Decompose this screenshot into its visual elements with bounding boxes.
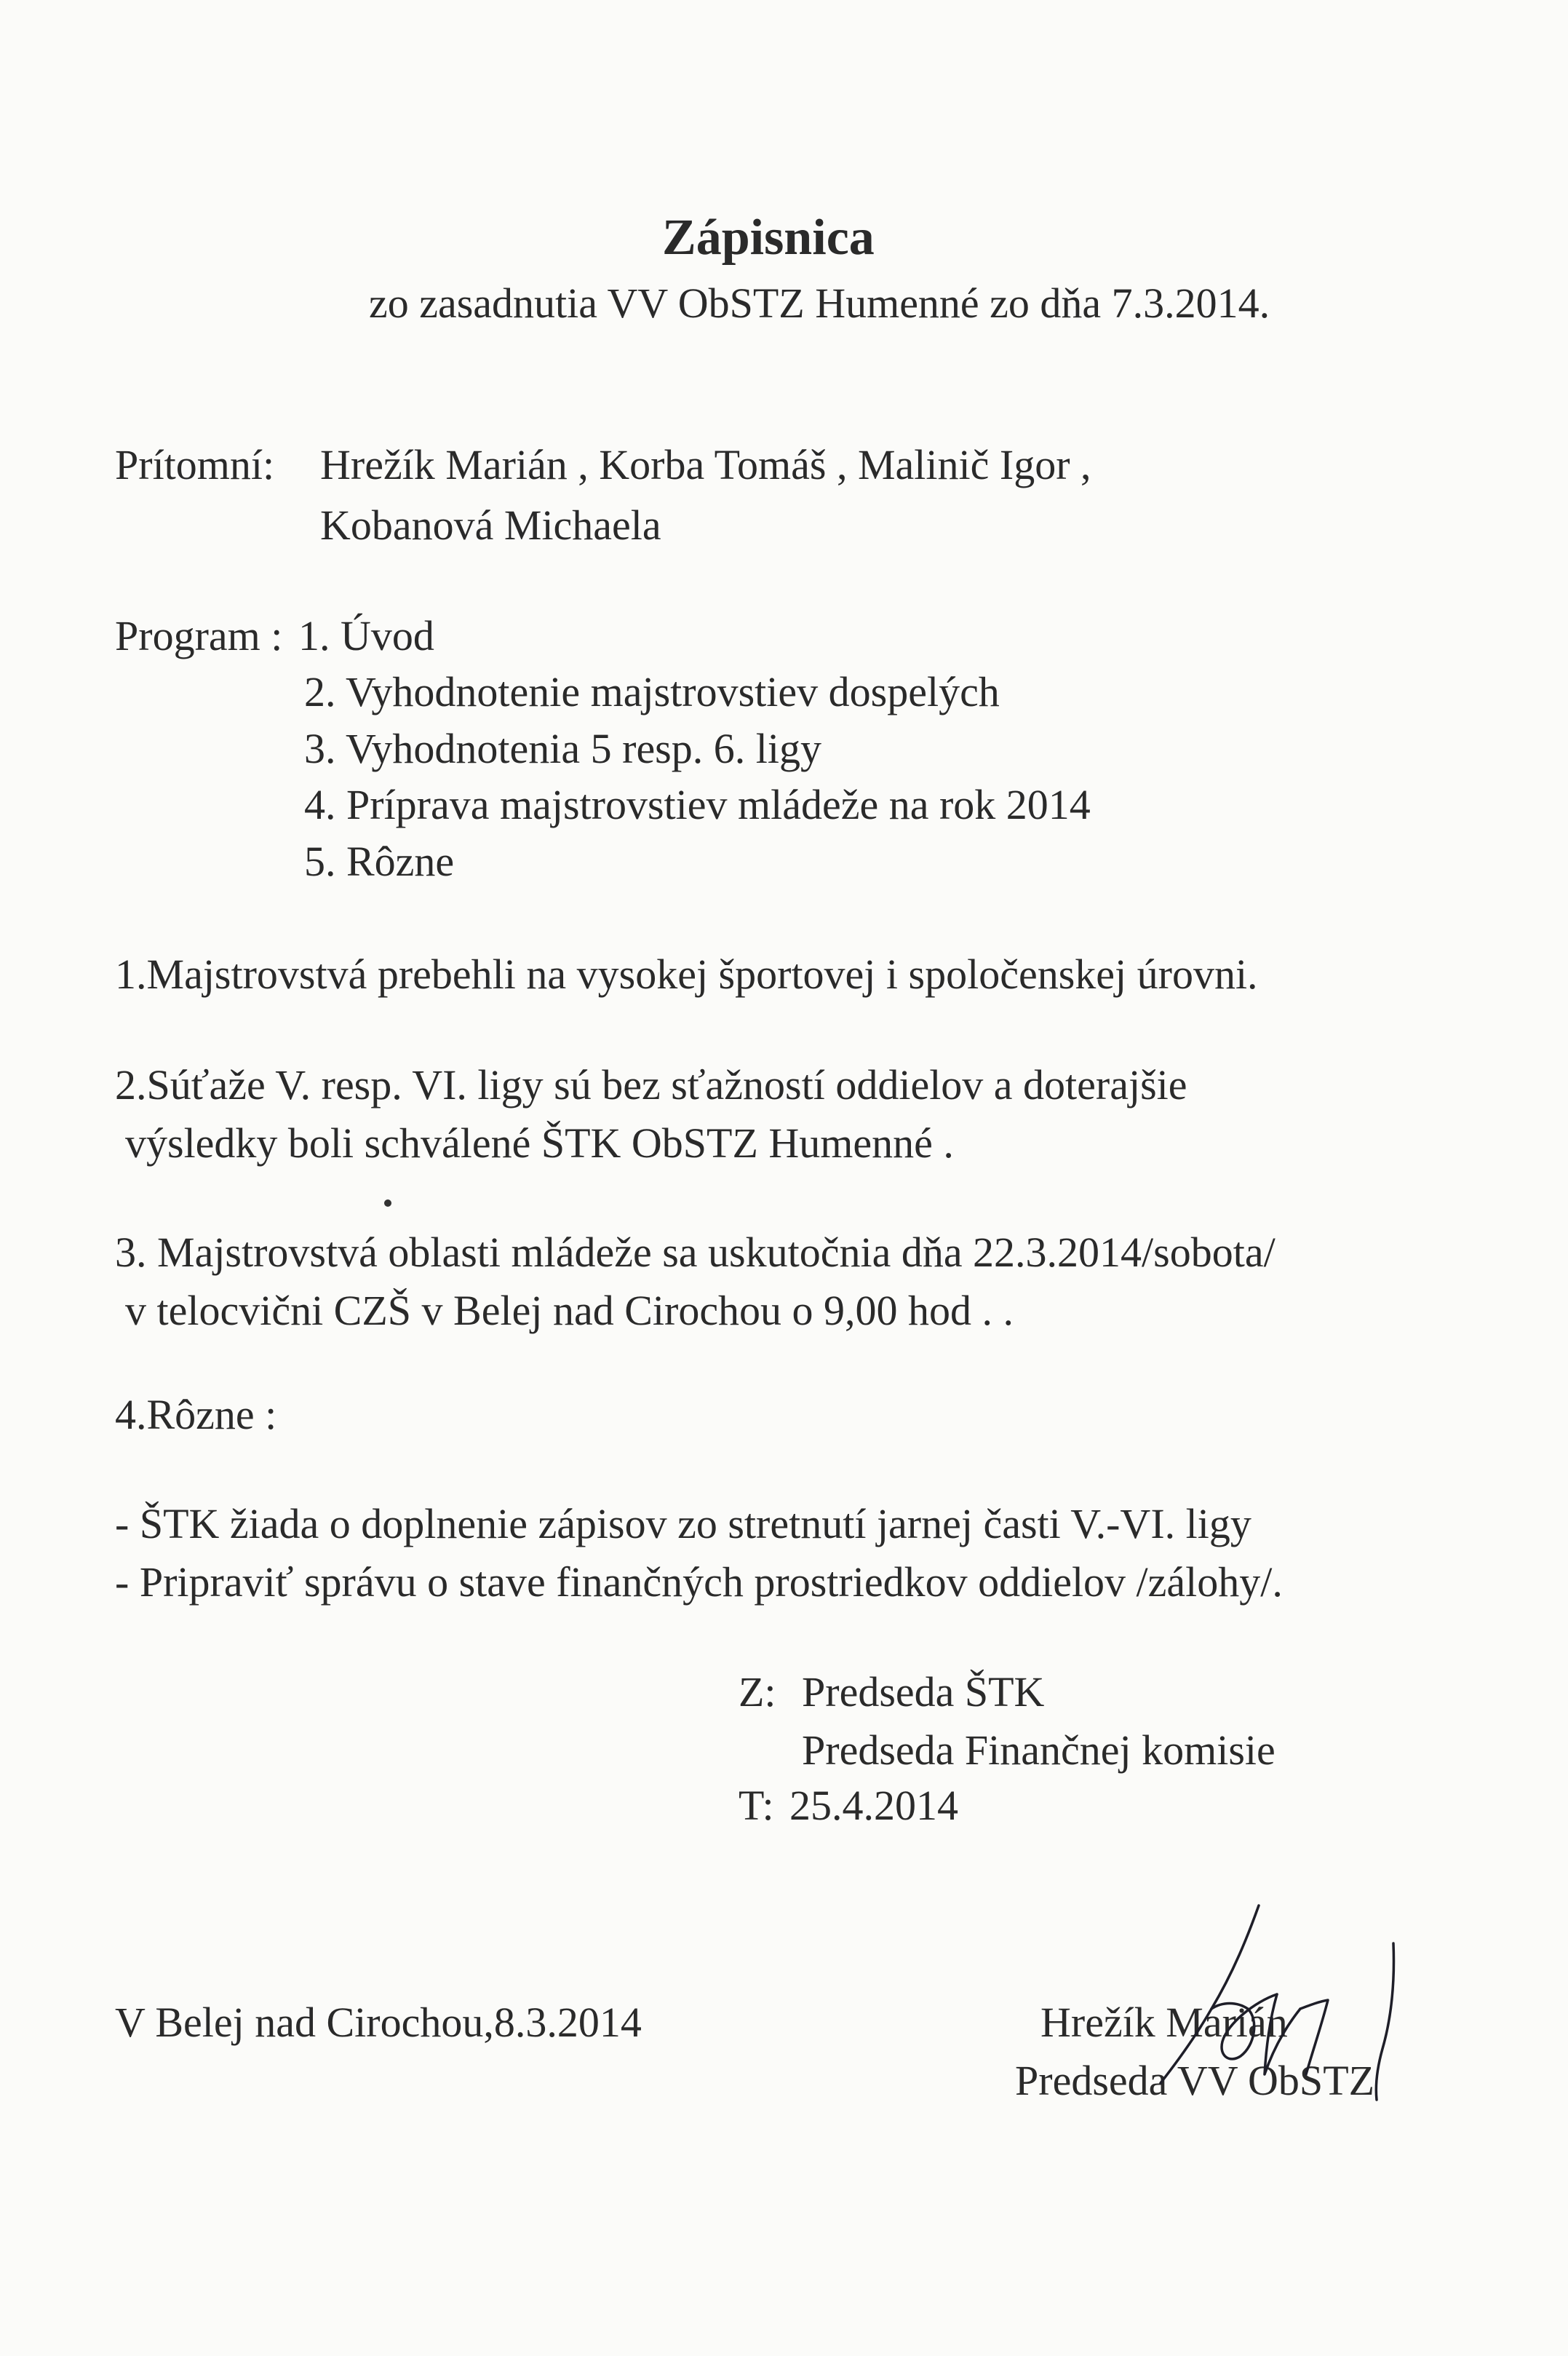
attendance-line-2: Kobanová Michaela: [320, 501, 661, 549]
deadline-label: T:: [739, 1782, 774, 1829]
signer-role: Predseda VV ObSTZ: [1015, 2057, 1375, 2104]
document-title: Zápisnica: [662, 210, 875, 266]
point-3-line-1: 3. Majstrovstvá oblasti mládeže sa uskutočnia dňa 22.3.2014/sobota/: [115, 1229, 1276, 1276]
point-4: 4.Rôzne :: [115, 1391, 277, 1438]
deadline-date: 25.4.2014: [789, 1782, 958, 1829]
place-and-date: V Belej nad Cirochou,8.3.2014: [115, 1999, 642, 2046]
program-item-1: 1. Úvod: [298, 612, 434, 659]
signer-name: Hrežík Marián: [1040, 1999, 1288, 2046]
program-item-2: 2. Vyhodnotenie majstrovstiev dospelých: [304, 668, 1000, 715]
point-3-line-2: v telocvični CZŠ v Belej nad Cirochou o 9,00 hod . .: [125, 1287, 1014, 1334]
handwritten-signature-icon: [1015, 1892, 1452, 2111]
program-item-4: 4. Príprava majstrovstiev mládeže na rok 2014: [304, 781, 1091, 828]
point-2-line-1: 2.Súťaže V. resp. VI. ligy sú bez sťažností oddielov a doterajšie: [115, 1061, 1187, 1108]
speck-mark: [384, 1199, 391, 1207]
task-2: - Pripraviť správu o stave finančných prostriedkov oddielov /zálohy/.: [115, 1558, 1283, 1606]
document-subtitle: zo zasadnutia VV ObSTZ Humenné zo dňa 7.3.2014.: [369, 279, 1270, 327]
task-1: - ŠTK žiada o doplnenie zápisov zo stretnutí jarnej časti V.-VI. ligy: [115, 1500, 1251, 1547]
program-label: Program :: [115, 612, 283, 659]
program-item-3: 3. Vyhodnotenia 5 resp. 6. ligy: [304, 725, 821, 772]
responsible-label: Z:: [739, 1668, 776, 1716]
point-2-line-2: výsledky boli schválené ŠTK ObSTZ Humenné .: [125, 1119, 954, 1167]
attendance-line-1: Hrežík Marián , Korba Tomáš , Malinič Igor ,: [320, 441, 1091, 488]
responsible-line-1: Predseda ŠTK: [802, 1668, 1045, 1716]
program-item-5: 5. Rôzne: [304, 838, 455, 885]
point-1: 1.Majstrovstvá prebehli na vysokej športovej i spoločenskej úrovni.: [115, 951, 1258, 998]
responsible-line-2: Predseda Finančnej komisie: [802, 1726, 1276, 1774]
attendance-label: Prítomní:: [115, 441, 275, 488]
